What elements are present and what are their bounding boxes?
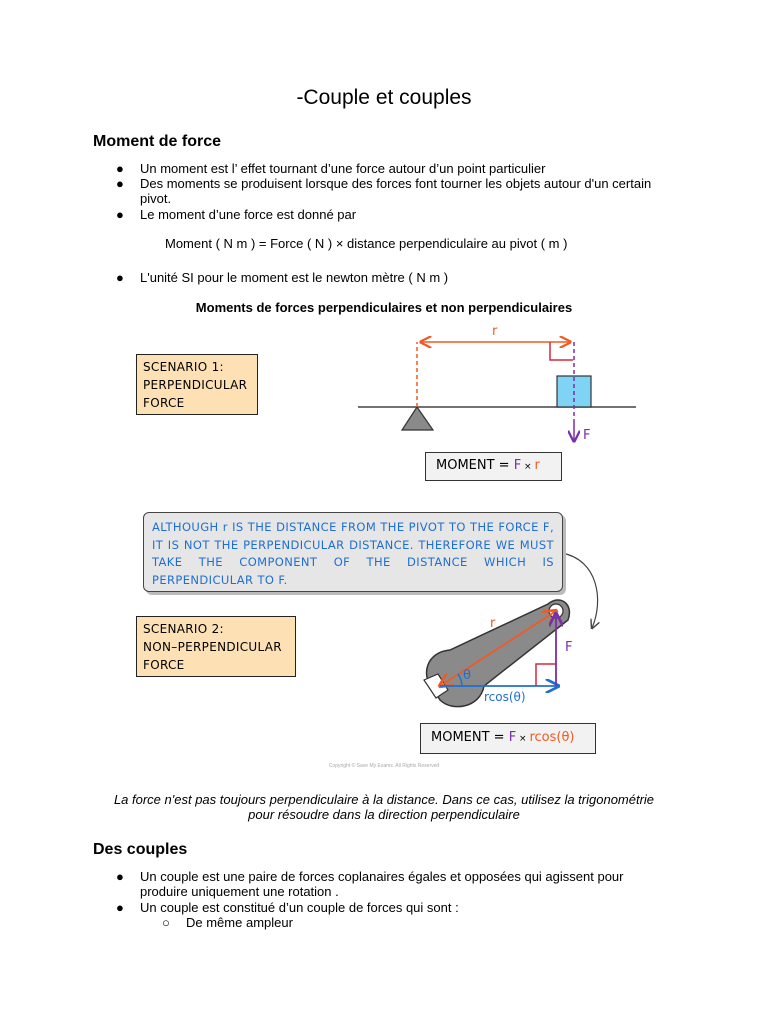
list-item: Le moment d’une force est donné par bbox=[140, 207, 357, 222]
figure-caption: La force n'est pas toujours perpendiculaire à la distance. Dans ce cas, utilisez la trigonométrie pour résoudre dans la direction perpendiculaire bbox=[113, 792, 655, 822]
moment-formula-box-2 bbox=[420, 723, 596, 754]
scenario-1-line: FORCE bbox=[143, 396, 185, 410]
moment-formula-box-1 bbox=[425, 452, 562, 481]
label-theta: θ bbox=[463, 668, 471, 683]
bullet-dot: ● bbox=[116, 161, 124, 176]
moment-prefix: MOMENT = bbox=[431, 730, 509, 745]
scenario-2-line: SCENARIO 2: bbox=[143, 622, 224, 636]
scenario-2-line: FORCE bbox=[143, 658, 185, 672]
moment-r: rcos(θ) bbox=[529, 730, 575, 745]
list-item: Un couple est une paire de forces coplanaires égales et opposées qui agissent pour produire uniquement une rotation . bbox=[140, 869, 624, 899]
sub-list-item: De même ampleur bbox=[186, 915, 293, 930]
figure-title: Moments de forces perpendiculaires et non perpendiculaires bbox=[195, 300, 573, 315]
moment-prefix: MOMENT = bbox=[436, 458, 514, 473]
bullet-dot: ● bbox=[116, 176, 124, 191]
label-F-1: F bbox=[583, 428, 591, 443]
moment-times: × bbox=[521, 462, 535, 472]
label-rcos: rcos(θ) bbox=[484, 690, 526, 704]
moment-f: F bbox=[508, 730, 517, 745]
section-heading-couples: Des couples bbox=[93, 841, 188, 858]
label-r-1: r bbox=[492, 324, 498, 339]
sub-bullet-circle: ○ bbox=[162, 915, 170, 930]
bullet-dot: ● bbox=[116, 207, 124, 222]
bullet-dot: ● bbox=[116, 900, 124, 915]
scenario-1-line: SCENARIO 1: bbox=[143, 360, 224, 374]
list-item: L'unité SI pour le moment est le newton mètre ( N m ) bbox=[140, 270, 449, 285]
right-angle-mark-2 bbox=[536, 664, 556, 686]
moment-formula: Moment ( N m ) = Force ( N ) × distance perpendiculaire au pivot ( m ) bbox=[165, 236, 568, 251]
moment-f: F bbox=[513, 458, 522, 473]
list-item: Un moment est l’ effet tournant d’une force autour d’un point particulier bbox=[140, 161, 546, 176]
list-item: Un couple est constitué d’un couple de forces qui sont : bbox=[140, 900, 459, 915]
list-item: Des moments se produisent lorsque des forces font tourner les objets autour d'un certain pivot. bbox=[140, 176, 652, 206]
explanation-note: ALTHOUGH r IS THE DISTANCE FROM THE PIVOT TO THE FORCE F, IT IS NOT THE PERPENDICULAR DISTANCE. THEREFORE WE MUST TAKE THE COMPONENT OF THE DISTANCE WHICH IS PERPENDICULAR TO F. bbox=[143, 512, 563, 592]
right-angle-mark bbox=[550, 342, 573, 360]
section-heading-moment: Moment de force bbox=[93, 133, 222, 150]
copyright-text: Copyright © Save My Exams. All Rights Reserved bbox=[328, 763, 440, 769]
moment-times: × bbox=[516, 734, 530, 744]
page-title: -Couple et couples bbox=[296, 86, 472, 109]
scenario-2-line: NON–PERPENDICULAR bbox=[143, 640, 282, 654]
moment-r: r bbox=[534, 458, 540, 473]
bullet-dot: ● bbox=[116, 869, 124, 884]
pivot-triangle bbox=[402, 407, 433, 430]
bullet-dot: ● bbox=[116, 270, 124, 285]
label-F-2: F bbox=[565, 640, 573, 655]
scenario-1-line: PERPENDICULAR bbox=[143, 378, 248, 392]
label-r-2: r bbox=[490, 616, 496, 631]
